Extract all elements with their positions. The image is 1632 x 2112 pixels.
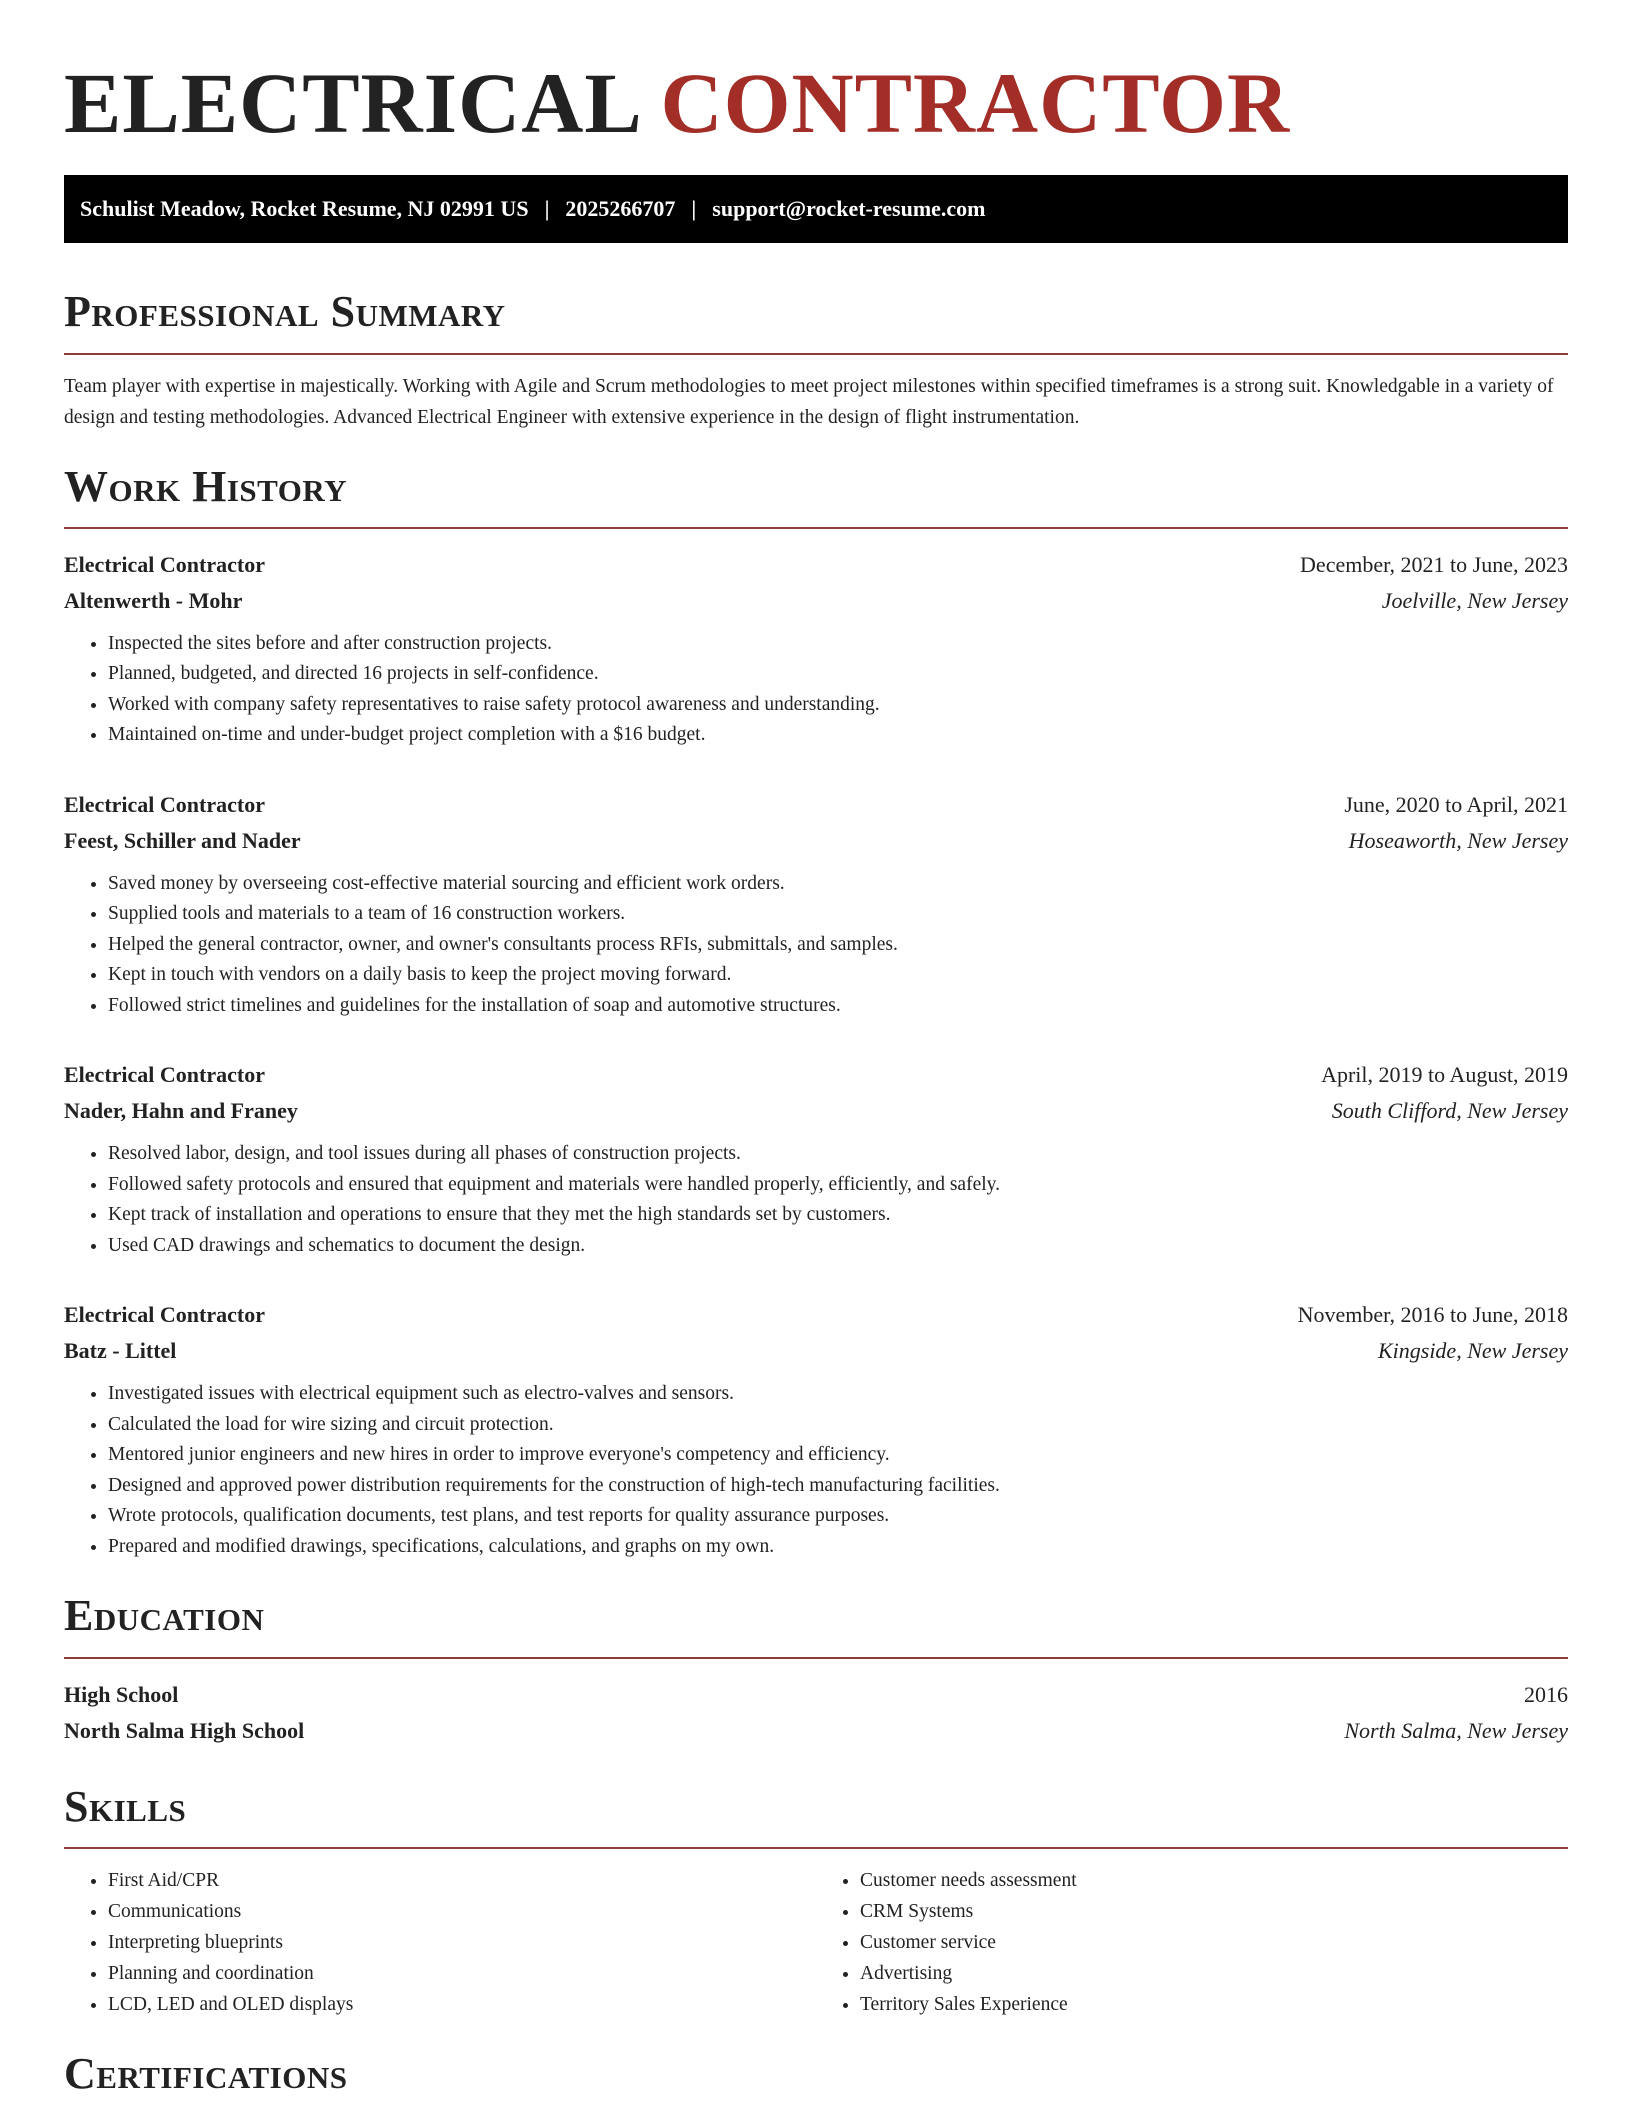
job-bullet: • Prepared and modified drawings, specifications, calculations, and graphs on my own.	[108, 1532, 1568, 1563]
job-dates: November, 2016 to June, 2018	[1297, 1302, 1568, 1328]
job-dates: April, 2019 to August, 2019	[1321, 1062, 1568, 1088]
job-bullet: • Designed and approved power distribution requirements for the construction of high-tech manufacturing facilities.	[108, 1471, 1568, 1502]
job-bullet: • Followed strict timelines and guidelines for the installation of soap and automotive structures.	[108, 991, 1568, 1022]
job-bullets	[64, 629, 1568, 751]
job-bullets	[64, 869, 1568, 1022]
job-role: Electrical Contractor	[64, 1062, 265, 1088]
skill-item: • LCD, LED and OLED displays	[108, 1989, 816, 2020]
skills-grid	[64, 1865, 1568, 2020]
education-school-row	[64, 1713, 1568, 1749]
job-entry	[64, 787, 1568, 1022]
job-bullet: • Investigated issues with electrical equipment such as electro-valves and sensors.	[108, 1379, 1568, 1410]
job-bullet: • Helped the general contractor, owner, and owner's consultants process RFIs, submittals, and samples.	[108, 930, 1568, 961]
job-company-row	[64, 1333, 1568, 1369]
education-section	[64, 1592, 1568, 1748]
section-divider	[64, 353, 1568, 355]
job-location: Hoseaworth, New Jersey	[1348, 827, 1568, 853]
contact-address: Schulist Meadow, Rocket Resume, NJ 02991 US	[80, 196, 529, 222]
education-degree-row	[64, 1677, 1568, 1713]
education-heading: Education	[64, 1591, 265, 1641]
section-divider	[64, 527, 1568, 529]
section-divider	[64, 1847, 1568, 1849]
job-location: South Clifford, New Jersey	[1331, 1098, 1568, 1124]
job-company: Batz - Littel	[64, 1338, 177, 1364]
job-bullets	[64, 1379, 1568, 1562]
skills-column-right	[816, 1865, 1568, 2020]
job-header-row	[64, 1057, 1568, 1093]
job-bullet: • Maintained on-time and under-budget project completion with a $16 budget.	[108, 720, 1568, 751]
work-history-section	[64, 463, 1568, 1563]
contact-separator: |	[544, 196, 550, 222]
skill-item: • Customer service	[860, 1927, 1568, 1958]
job-bullet: • Inspected the sites before and after construction projects.	[108, 629, 1568, 660]
job-location: Joelville, New Jersey	[1381, 587, 1568, 613]
job-dates: June, 2020 to April, 2021	[1344, 791, 1568, 817]
job-entry	[64, 1057, 1568, 1261]
job-entry	[64, 1297, 1568, 1562]
job-role: Electrical Contractor	[64, 551, 265, 577]
job-company-row	[64, 583, 1568, 619]
skill-item: • Interpreting blueprints	[108, 1927, 816, 1958]
contact-phone[interactable]: 2025266707	[565, 196, 676, 222]
certifications-section	[64, 2050, 1568, 2098]
job-bullet: • Kept track of installation and operations to ensure that they met the high standards set by customers.	[108, 1200, 1568, 1231]
summary-section	[64, 288, 1568, 432]
job-dates: December, 2021 to June, 2023	[1300, 551, 1568, 577]
job-bullet: • Followed safety protocols and ensured that equipment and materials were handled properly, efficiently, and safely.	[108, 1170, 1568, 1201]
job-location: Kingside, New Jersey	[1377, 1338, 1568, 1364]
skill-item: • Advertising	[860, 1958, 1568, 1989]
education-degree: High School	[64, 1681, 179, 1707]
job-bullet: • Calculated the load for wire sizing and circuit protection.	[108, 1410, 1568, 1441]
job-header-row	[64, 1297, 1568, 1333]
skill-item: • Communications	[108, 1896, 816, 1927]
job-bullet: • Worked with company safety representatives to raise safety protocol awareness and understanding.	[108, 690, 1568, 721]
education-entry	[64, 1677, 1568, 1749]
job-bullets	[64, 1139, 1568, 1261]
job-company: Altenwerth - Mohr	[64, 587, 243, 613]
job-bullet: • Resolved labor, design, and tool issues during all phases of construction projects.	[108, 1139, 1568, 1170]
job-bullet: • Wrote protocols, qualification documents, test plans, and test reports for quality assurance purposes.	[108, 1501, 1568, 1532]
skill-item: • Planning and coordination	[108, 1958, 816, 1989]
skill-item: • First Aid/CPR	[108, 1865, 816, 1896]
job-bullet: • Saved money by overseeing cost-effective material sourcing and efficient work orders.	[108, 869, 1568, 900]
job-bullet: • Kept in touch with vendors on a daily basis to keep the project moving forward.	[108, 960, 1568, 991]
skills-section	[64, 1783, 1568, 2020]
summary-heading: Professional Summary	[64, 287, 506, 337]
education-year: 2016	[1524, 1681, 1568, 1707]
skills-column-left	[64, 1865, 816, 2020]
job-company: Feest, Schiller and Nader	[64, 827, 301, 853]
education-school: North Salma High School	[64, 1717, 305, 1743]
resume-title	[64, 52, 1568, 155]
job-bullet: • Supplied tools and materials to a team of 16 construction workers.	[108, 899, 1568, 930]
title-last-word: CONTRACTOR	[660, 55, 1291, 151]
job-header-row	[64, 547, 1568, 583]
contact-bar	[64, 175, 1568, 243]
job-bullet: • Mentored junior engineers and new hires in order to improve everyone's competency and efficiency.	[108, 1440, 1568, 1471]
work-history-heading: Work History	[64, 461, 348, 511]
contact-email[interactable]: support@rocket-resume.com	[712, 196, 986, 222]
education-location: North Salma, New Jersey	[1344, 1717, 1568, 1743]
job-company-row	[64, 823, 1568, 859]
certifications-heading: Certifications	[64, 2049, 348, 2099]
job-header-row	[64, 787, 1568, 823]
skill-item: • Territory Sales Experience	[860, 1989, 1568, 2020]
title-first-word: ELECTRICAL	[64, 55, 638, 151]
skill-item: • Customer needs assessment	[860, 1865, 1568, 1896]
job-bullet: • Planned, budgeted, and directed 16 projects in self-confidence.	[108, 659, 1568, 690]
job-company-row	[64, 1093, 1568, 1129]
skills-heading: Skills	[64, 1781, 187, 1831]
skill-item: • CRM Systems	[860, 1896, 1568, 1927]
summary-text: Team player with expertise in majestically. Working with Agile and Scrum methodologies to meet project milestones within specified timeframes is a strong suit. Knowledgable in a variety of design and testing methodologies. Advanced Electrical Engineer with extensive experience in the design of flight instrumentation.	[64, 375, 1554, 428]
contact-separator: |	[691, 196, 697, 222]
job-entry	[64, 547, 1568, 751]
section-divider	[64, 1657, 1568, 1659]
job-bullet: • Used CAD drawings and schematics to document the design.	[108, 1231, 1568, 1262]
job-role: Electrical Contractor	[64, 791, 265, 817]
job-role: Electrical Contractor	[64, 1302, 265, 1328]
job-company: Nader, Hahn and Franey	[64, 1098, 298, 1124]
